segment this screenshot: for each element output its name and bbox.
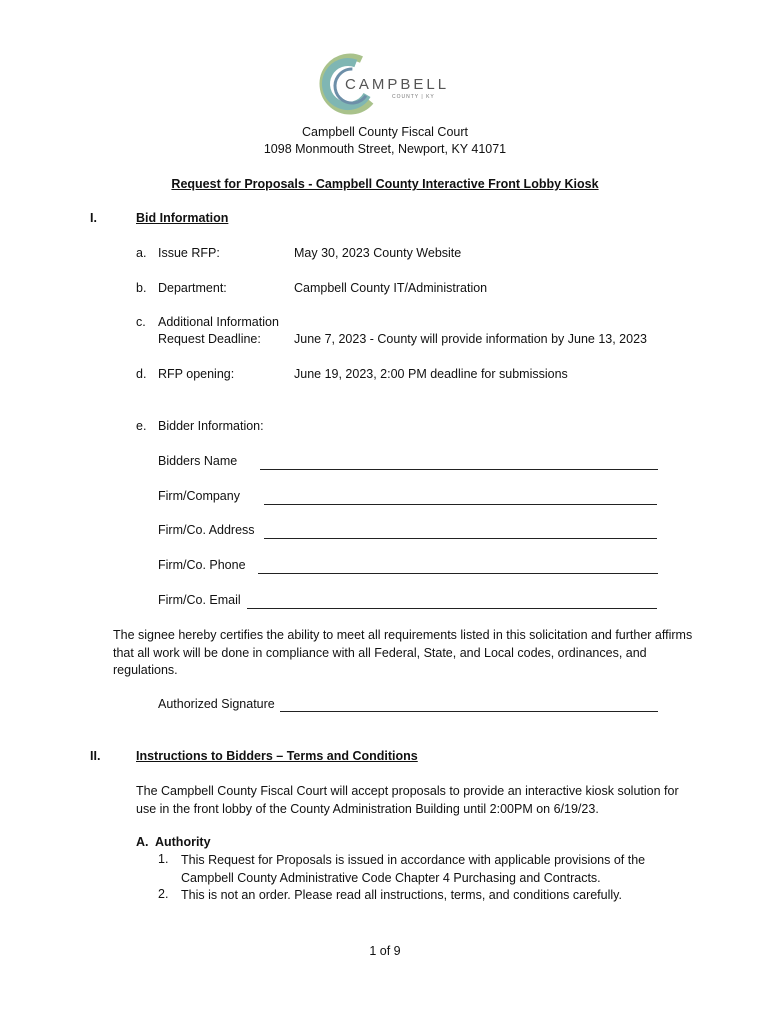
- list-item: This is not an order. Please read all instructions, terms, and conditions carefully.: [181, 888, 622, 902]
- item-value: Campbell County IT/Administration: [294, 281, 488, 295]
- org-name: Campbell County Fiscal Court: [301, 125, 469, 139]
- field-label-bidders-name: Bidders Name: [158, 454, 238, 468]
- firm-company-field[interactable]: [264, 504, 657, 505]
- item-value: June 19, 2023, 2:00 PM deadline for submissions: [294, 367, 568, 381]
- bidders-name-field[interactable]: [260, 469, 658, 470]
- section-heading: Instructions to Bidders – Terms and Conditions: [136, 749, 418, 763]
- page-number: 1 of 9: [369, 944, 401, 958]
- list-item: This Request for Proposals is issued in accordance with applicable provisions of the Campbell County Administrative Code Chapter 4 Purchasing and Contracts.: [181, 853, 646, 885]
- org-address: 1098 Monmouth Street, Newport, KY 41071: [263, 142, 507, 156]
- logo-name: CAMPBELL: [345, 76, 450, 93]
- item-label: RFP opening:: [158, 367, 235, 381]
- field-label-address: Firm/Co. Address: [158, 523, 255, 537]
- certification-paragraph: The signee hereby certifies the ability to meet all requirements listed in this solicitation and further affirms that all work will be done in compliance with all Federal, State, and Local codes, ordinances, and regulations.: [113, 628, 693, 677]
- signature-field[interactable]: [280, 711, 658, 712]
- item-value: June 7, 2023 - County will provide information by June 13, 2023: [294, 332, 647, 346]
- item-letter: a.: [136, 246, 147, 260]
- firm-phone-field[interactable]: [258, 573, 658, 574]
- item-label: Bidder Information:: [158, 419, 264, 433]
- item-letter: d.: [136, 367, 147, 381]
- item-label: Department:: [158, 281, 227, 295]
- field-label-email: Firm/Co. Email: [158, 593, 241, 607]
- list-number: 2.: [158, 887, 169, 901]
- item-label: Issue RFP:: [158, 246, 220, 260]
- intro-paragraph: The Campbell County Fiscal Court will accept proposals to provide an interactive kiosk solution for use in the front lobby of the County Administration Building until 2:00PM on 6/19/23.: [136, 784, 679, 816]
- signature-label: Authorized Signature: [158, 697, 275, 711]
- section-numeral: II.: [90, 749, 101, 763]
- document-title: Request for Proposals - Campbell County Interactive Front Lobby Kiosk: [171, 177, 599, 191]
- subheading-authority: A. Authority: [136, 835, 211, 849]
- item-value: May 30, 2023 County Website: [294, 246, 462, 260]
- logo-sub: COUNTY | KY: [392, 94, 435, 100]
- firm-email-field[interactable]: [247, 608, 657, 609]
- item-letter: e.: [136, 419, 147, 433]
- list-number: 1.: [158, 852, 169, 866]
- field-label-phone: Firm/Co. Phone: [158, 558, 246, 572]
- item-letter: c.: [136, 315, 146, 329]
- field-label-firm: Firm/Company: [158, 489, 240, 503]
- item-letter: b.: [136, 281, 147, 295]
- section-numeral: I.: [90, 211, 97, 225]
- section-heading: Bid Information: [136, 211, 229, 225]
- item-label: Additional Information: [158, 315, 279, 329]
- firm-address-field[interactable]: [264, 538, 657, 539]
- item-label-cont: Request Deadline:: [158, 332, 261, 346]
